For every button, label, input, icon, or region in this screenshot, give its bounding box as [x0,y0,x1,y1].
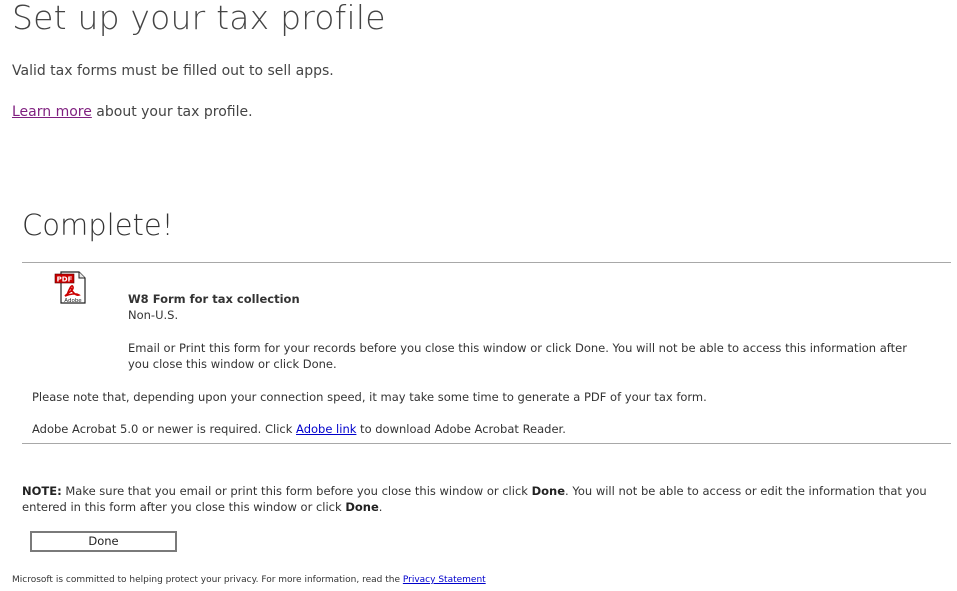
privacy-statement-link[interactable]: Privacy Statement [402,575,486,585]
pdf-badge-text: PDF [56,275,73,284]
section-divider-bottom [22,443,951,444]
note-text-1: Make sure that you email or print this form before you close this window or click [61,484,532,498]
note-done-2: Done [345,500,379,514]
complete-heading: Complete! [22,208,174,242]
note-done-1: Done [531,484,566,498]
note-label: NOTE: [22,484,62,498]
done-button[interactable]: Done [30,531,177,552]
done-warning-note [22,483,947,515]
note-text-2: . You will not be able to access or edit the information that you entered in this form after you close this window or click [22,484,927,514]
acrobat-note-suffix: to download Adobe Acrobat Reader. [356,422,566,436]
learn-more-suffix: about your tax profile. [91,104,253,120]
page-title: Set up your tax profile [12,0,386,37]
privacy-footer [12,575,486,585]
section-divider-top [22,262,951,263]
adobe-link[interactable]: Adobe link [296,422,357,436]
acrobat-note [32,421,932,437]
pdf-caption-text: Adobe [64,298,82,304]
pdf-document-icon[interactable] [54,271,87,304]
note-text-3: . [378,500,383,514]
form-subtitle: Non-U.S. [128,308,179,322]
form-title: W8 Form for tax collection [128,292,300,306]
page-subtitle: Valid tax forms must be filled out to sell apps. [12,63,334,79]
learn-more-link[interactable]: Learn more [12,104,92,120]
form-instructions: Email or Print this form for your records before you close this window or click Done. You will not be able to access this information after you close this window or click Done. [128,341,907,371]
privacy-text: Microsoft is committed to helping protect your privacy. For more information, read the [12,575,403,585]
speed-note: Please note that, depending upon your connection speed, it may take some time to generate a PDF of your tax form. [32,390,707,404]
acrobat-note-prefix: Adobe Acrobat 5.0 or newer is required. Click [32,422,297,436]
learn-more-line [12,104,253,120]
